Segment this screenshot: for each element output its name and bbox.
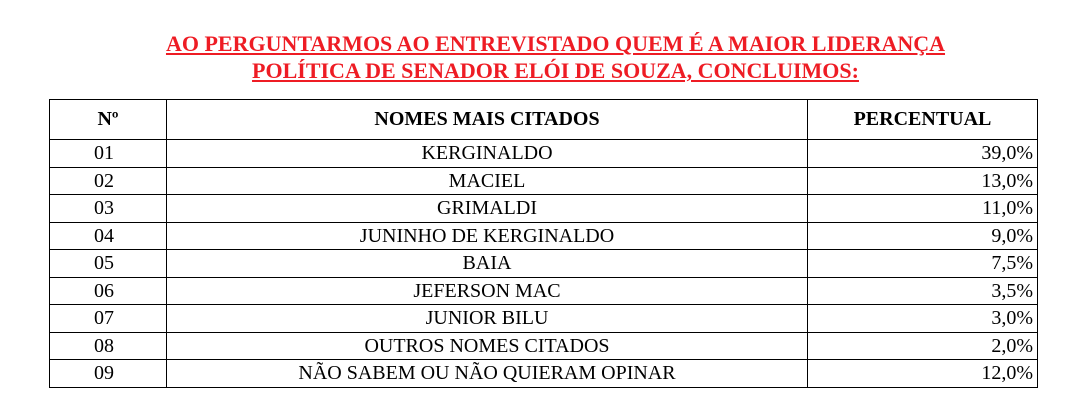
row-number: 04 (50, 222, 167, 250)
table-row (50, 140, 1038, 168)
row-number: 06 (50, 277, 167, 305)
header-names: NOMES MAIS CITADOS (167, 100, 808, 140)
row-percentage: 7,5% (808, 250, 1038, 278)
table-row (50, 167, 1038, 195)
row-name: OUTROS NOMES CITADOS (167, 332, 808, 360)
row-percentage: 12,0% (808, 360, 1038, 388)
row-name: JUNIOR BILU (167, 305, 808, 333)
title-line-1: AO PERGUNTARMOS AO ENTREVISTADO QUEM É A MAIOR LIDERANÇA (165, 31, 946, 56)
row-name: KERGINALDO (167, 140, 808, 168)
row-name: MACIEL (167, 167, 808, 195)
title-line-2: POLÍTICA DE SENADOR ELÓI DE SOUZA, CONCLUIMOS: (252, 58, 859, 83)
row-number: 01 (50, 140, 167, 168)
row-name: NÃO SABEM OU NÃO QUIERAM OPINAR (167, 360, 808, 388)
table-row (50, 222, 1038, 250)
row-number: 07 (50, 305, 167, 333)
table-row (50, 305, 1038, 333)
row-percentage: 9,0% (808, 222, 1038, 250)
row-percentage: 2,0% (808, 332, 1038, 360)
table-row (50, 360, 1038, 388)
row-percentage: 3,0% (808, 305, 1038, 333)
row-percentage: 11,0% (808, 195, 1038, 223)
row-percentage: 3,5% (808, 277, 1038, 305)
table-header-row (50, 100, 1038, 140)
table-row (50, 277, 1038, 305)
header-number: Nº (50, 100, 167, 140)
row-percentage: 13,0% (808, 167, 1038, 195)
row-number: 09 (50, 360, 167, 388)
row-percentage: 39,0% (808, 140, 1038, 168)
row-name: BAIA (167, 250, 808, 278)
row-name: GRIMALDI (167, 195, 808, 223)
table-row (50, 250, 1038, 278)
header-percentage: PERCENTUAL (808, 100, 1038, 140)
row-number: 08 (50, 332, 167, 360)
row-number: 02 (50, 167, 167, 195)
row-number: 05 (50, 250, 167, 278)
row-number: 03 (50, 195, 167, 223)
results-table (49, 99, 1038, 388)
survey-question-title (0, 30, 1071, 84)
table-row (50, 195, 1038, 223)
row-name: JEFERSON MAC (167, 277, 808, 305)
row-name: JUNINHO DE KERGINALDO (167, 222, 808, 250)
table-row (50, 332, 1038, 360)
